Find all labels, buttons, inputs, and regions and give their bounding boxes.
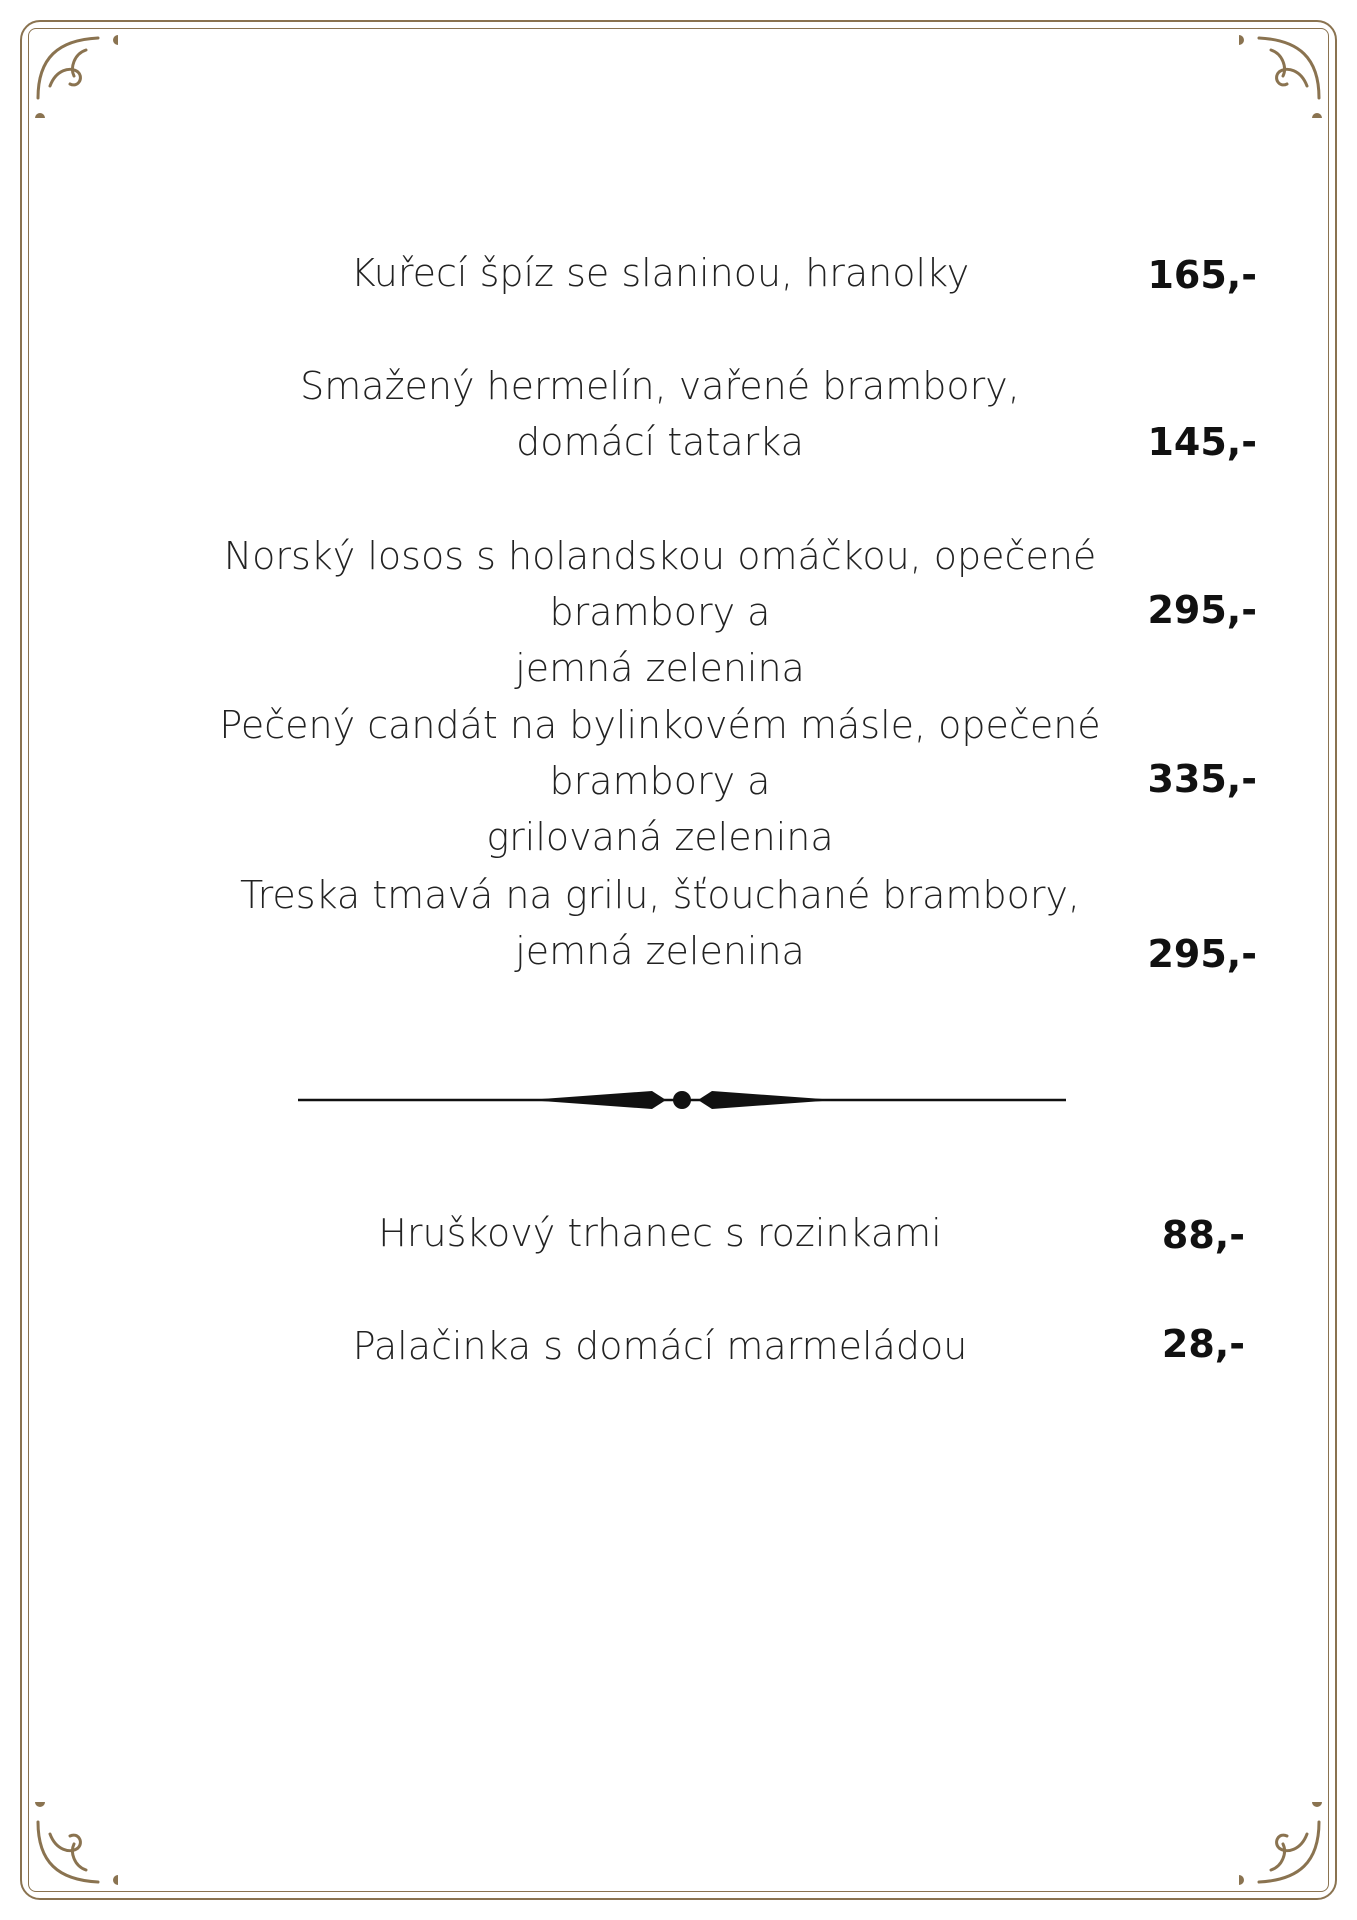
dish-name: Pečený candát na bylinkovém másle, opečené brambory a grilovaná zelenina (219, 703, 1101, 859)
flourish-corner-icon (1239, 1802, 1329, 1892)
dish-price: 145,- (1147, 420, 1257, 464)
dish-name: Kuřecí špíz se slaninou, hranolky (350, 251, 970, 295)
flourish-corner-icon (1239, 28, 1329, 118)
dish-price: 335,- (1147, 757, 1257, 801)
menu-item (100, 697, 1257, 859)
dessert-name: Palačinka s domácí marmeládou (352, 1324, 968, 1368)
menu-item (100, 358, 1257, 473)
dessert-name: Hruškový trhanec s rozinkami (378, 1211, 942, 1255)
dish-price: 295,- (1147, 932, 1257, 976)
dish-name: Smažený hermelín, vařené brambory, domácí tatarka (300, 364, 1020, 464)
dish-name: Norský losos s holandskou omáčkou, opečené brambory a jemná zelenina (223, 534, 1097, 690)
dish-name: Treska tmavá na grilu, šťouchané brambory, jemná zelenina (239, 873, 1081, 973)
dish-price: 165,- (1147, 253, 1257, 297)
menu-item (100, 867, 1257, 982)
ornamental-divider-icon (298, 1075, 1066, 1125)
flourish-corner-icon (28, 28, 118, 118)
menu-item (100, 1205, 1257, 1265)
dessert-price: 88,- (1161, 1213, 1245, 1257)
dessert-price: 28,- (1161, 1322, 1245, 1366)
dish-price: 295,- (1147, 588, 1257, 632)
flourish-corner-icon (28, 1802, 118, 1892)
menu-item (100, 1318, 1257, 1378)
menu-item (100, 245, 1257, 305)
menu-item (100, 528, 1257, 690)
